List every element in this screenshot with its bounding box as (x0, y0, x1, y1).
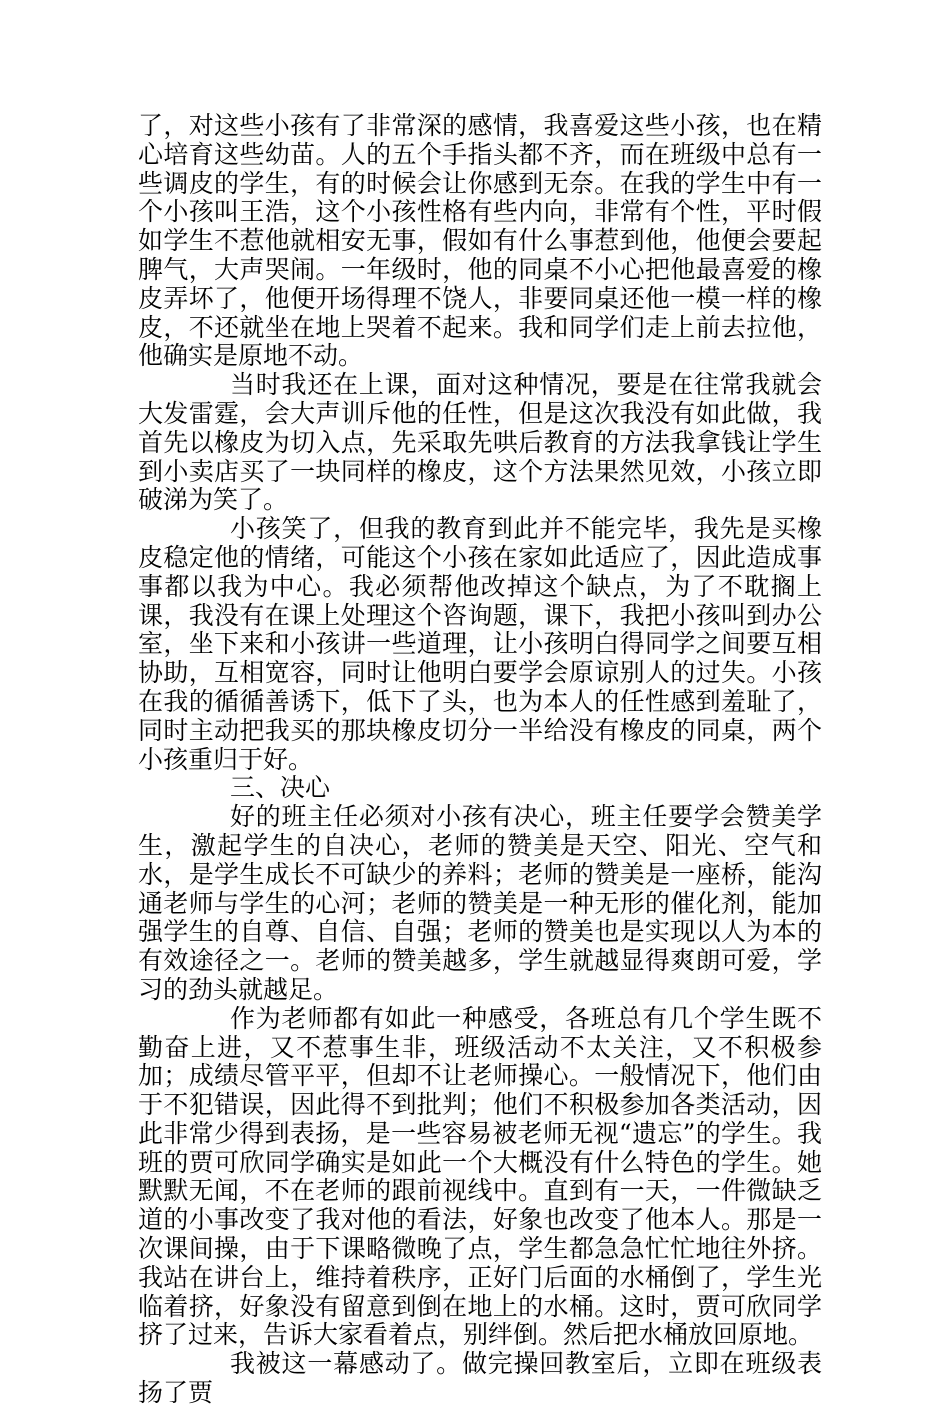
document-body (138, 112, 822, 1408)
paragraph-praise: 好的班主任必须对小孩有决心，班主任要学会赞美学生，激起学生的自决心，老师的赞美是天空、阳光、空气和水，是学生成长不可缺少的养料；老师的赞美是一座桥，能沟通老师与学生的心河；老师的赞美是一种无形的催化剂，能加强学生的自尊、自信、自强；老师的赞美也是实现以人为本的有效途径之一。老师的赞美越多，学生就越显得爽朗可爱，学习的劲头就越足。 (138, 802, 822, 1004)
paragraph-continuation: 了，对这些小孩有了非常深的感情，我喜爱这些小孩，也在精心培育这些幼苗。人的五个手指头都不齐，而在班级中总有一些调皮的学生，有的时候会让你感到无奈。在我的学生中有一个小孩叫王浩，这个小孩性格有些内向，非常有个性，平时假如学生不惹他就相安无事，假如有什么事惹到他，他便会要起脾气，大声哭闹。一年级时，他的同桌不小心把他最喜爱的橡皮弄坏了，他便开场得理不饶人，非要同桌还他一模一样的橡皮，不还就坐在地上哭着不起来。我和同学们走上前去拉他，他确实是原地不动。 (138, 111, 822, 371)
paragraph-after-class-talk: 小孩笑了，但我的教育到此并不能完毕，我先是买橡皮稳定他的情绪，可能这个小孩在家如此适应了，因此造成事事都以我为中心。我必须帮他改掉这个缺点，为了不耽搁上课，我没有在课上处理这个咨询题，课下，我把小孩叫到办公室，坐下来和小孩讲一些道理，让小孩明白得同学之间要互相协助，互相宽容，同时让他明白要学会原谅别人的过失。小孩在我的循循善诱下，低下了头，也为本人的任性感到羞耻了，同时主动把我买的那块橡皮切分一半给没有橡皮的同桌，两个小孩重归于好。 (138, 514, 822, 774)
paragraph-moved: 我被这一幕感动了。做完操回教室后，立即在班级表扬了贾 (138, 1349, 822, 1408)
section-heading-confidence: 三、决心 (230, 773, 331, 803)
paragraph-classroom-incident: 当时我还在上课，面对这种情况，要是在往常我就会大发雷霆，会大声训斥他的任性，但是这次我没有如此做，我首先以橡皮为切入点，先采取先哄后教育的方法我拿钱让学生到小卖店买了一块同样的橡皮，这个方法果然见效，小孩立即破涕为笑了。 (138, 370, 822, 515)
paragraph-quiet-students: 作为老师都有如此一种感受，各班总有几个学生既不勤奋上进，又不惹事生非，班级活动不太关注，又不积极参加；成绩尽管平平，但却不让老师操心。一般情况下，他们由于不犯错误，因此得不到批判；他们不积极参加各类活动，因此非常少得到表扬，是一些容易被老师无视“遗忘”的学生。我班的贾可欣同学确实是如此一个大概没有什么特色的学生。她默默无闻，不在老师的跟前视线中。直到有一天，一件微缺乏道的小事改变了我对他的看法，好象也改变了他本人。那是一次课间操，由于下课略微晚了点，学生都急急忙忙地往外挤。我站在讲台上，维持着秩序，正好门后面的水桶倒了，学生光临着挤，好象没有留意到倒在地上的水桶。这时，贾可欣同学挤了过来，告诉大家看着点，别绊倒。然后把水桶放回原地。 (138, 1003, 822, 1350)
